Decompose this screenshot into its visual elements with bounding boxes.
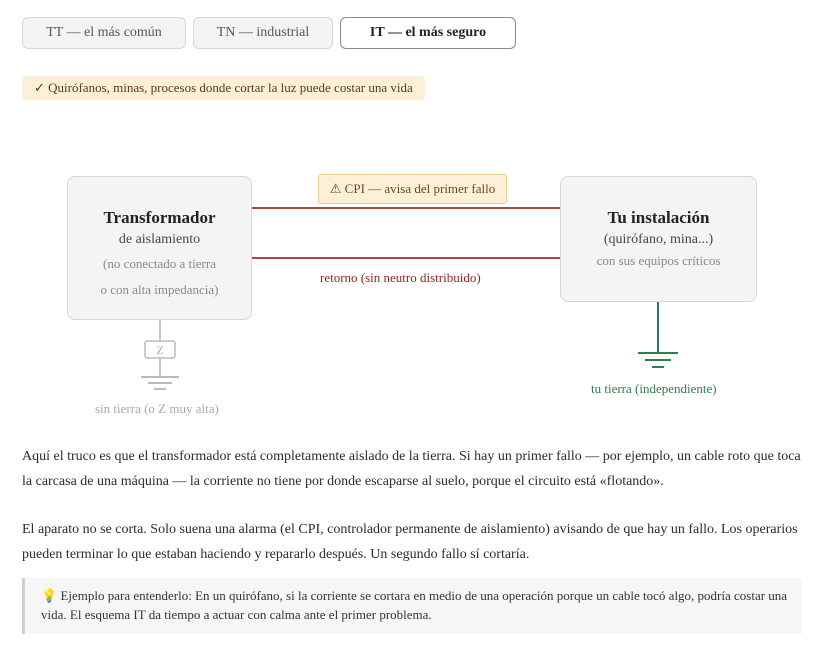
transformer-note-1: (no conectado a tierra: [103, 256, 216, 271]
impedance-symbol: Z: [156, 343, 164, 357]
transformer-title: Transformador: [103, 208, 216, 227]
lightbulb-icon: 💡: [41, 588, 58, 603]
transformer-note-2: o con alta impedancia): [100, 282, 219, 297]
transformer-subtitle: de aislamiento: [118, 232, 201, 247]
tab-tt[interactable]: TT — el más común: [22, 17, 186, 49]
installation-note: con sus equipos críticos: [596, 253, 721, 268]
example-text: Ejemplo para entenderlo: En un quirófano, si la corriente se cortara en medio de una operación porque un cable tocó algo, podría costar una vida. El esquema IT da tiempo a actuar con calma ante el primer problema.: [41, 588, 788, 622]
return-line: [252, 257, 560, 259]
no-ground-label: sin tierra (o Z muy alta): [95, 401, 219, 416]
transformer-box: [67, 176, 252, 320]
tab-tn[interactable]: TN — industrial: [193, 17, 333, 49]
scheme-tabs: [22, 17, 516, 49]
ground-label: tu tierra (independiente): [591, 381, 717, 396]
explanation-paragraph-2: El aparato no se corta. Solo suena una alarma (el CPI, controlador permanente de aislamiento) avisando de que hay un fallo. Los operarios pueden terminar lo que estaban haciendo y repararlo después. Un segundo fallo sí cortaría.: [22, 522, 798, 562]
example-callout: [22, 578, 802, 634]
earth-ground-icon: [628, 302, 688, 374]
cpi-label: ⚠ CPI — avisa del primer fallo: [318, 174, 507, 204]
use-case-badge: ✓ Quirófanos, minas, procesos donde cortar la luz puede costar una vida: [22, 76, 425, 100]
installation-box: [560, 176, 757, 302]
phase-line: [252, 207, 560, 209]
impedance-ground-icon: [130, 320, 190, 400]
tab-it[interactable]: IT — el más seguro: [340, 17, 516, 49]
installation-title: Tu instalación: [607, 208, 710, 227]
installation-subtitle: (quirófano, mina...): [603, 232, 714, 247]
explanation-paragraph-1: Aquí el truco es que el transformador está completamente aislado de la tierra. Si hay un primer fallo — por ejemplo, un cable roto que toca la carcasa de una máquina — la corriente no tiene por donde escaparse al suelo, porque el circuito está «flotando».: [22, 449, 801, 489]
return-label: retorno (sin neutro distribuido): [320, 270, 481, 285]
